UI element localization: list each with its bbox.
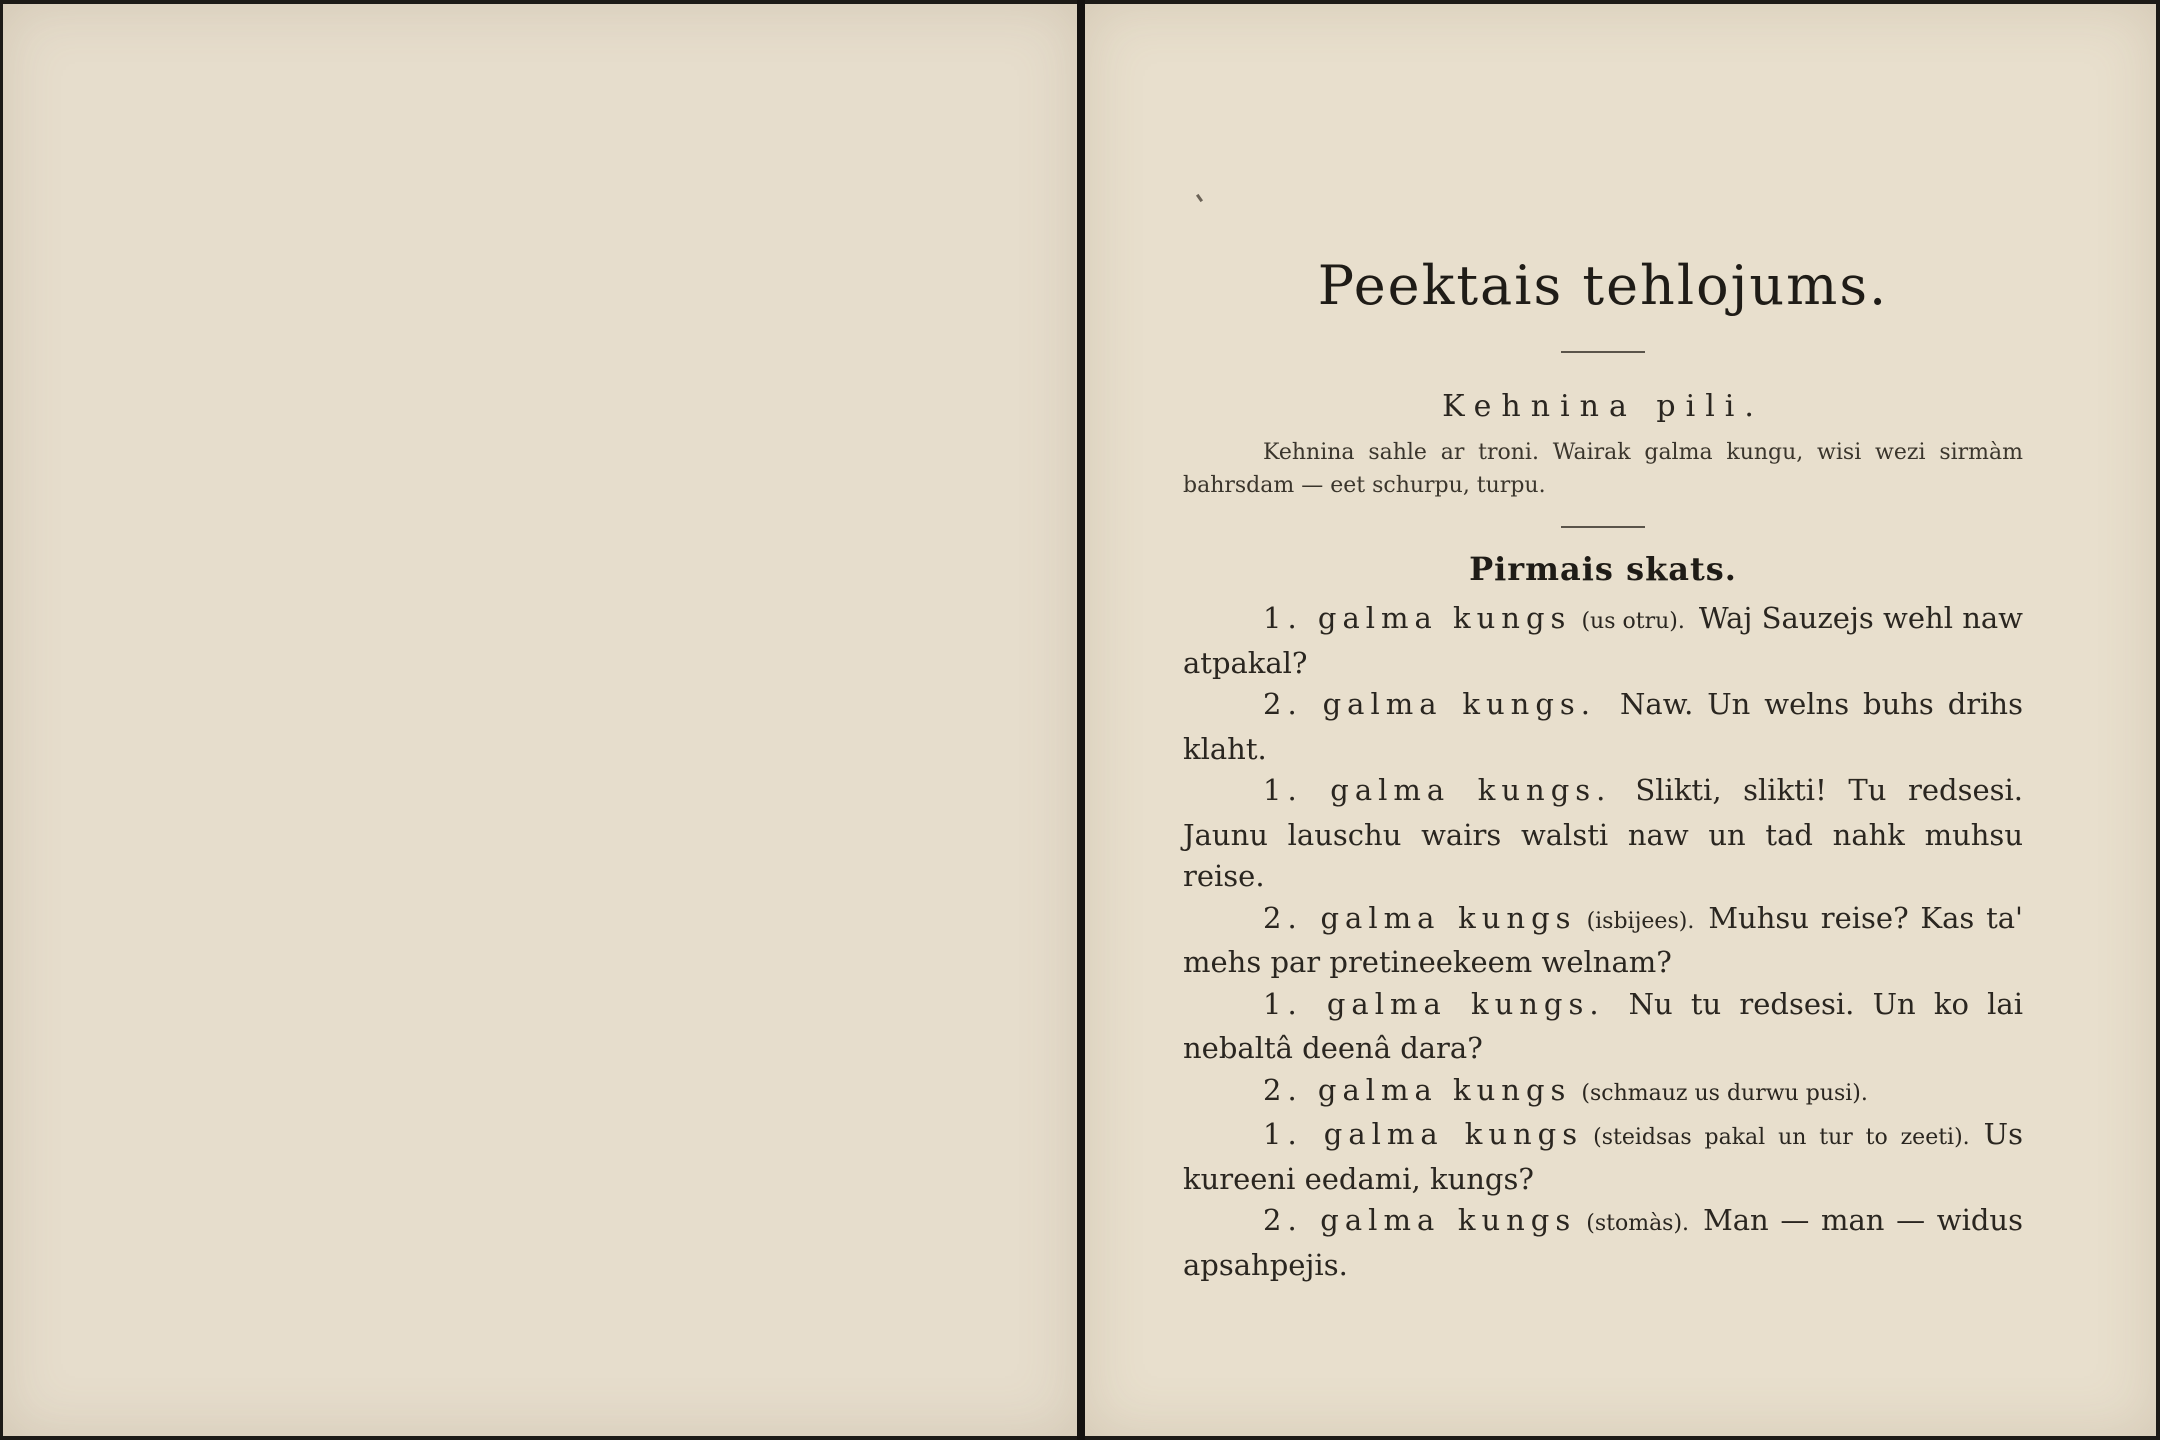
stage-note: (steidsas pakal un tur to zeeti). [1593,1125,1970,1150]
speaker-name: 1. galma kungs. [1263,773,1612,807]
scene-location: Kehnina pili. [1442,389,1764,424]
speaker-name: 2. galma kungs. [1263,687,1597,721]
dialogue-line [1183,770,2023,898]
speaker-name: 2. galma kungs [1263,1072,1572,1107]
stage-note: (us otru). [1581,609,1685,634]
page-title: Peektais tehlojums. [1317,254,1889,317]
title-divider [1561,351,1645,353]
dialogue-line [1183,598,2023,684]
line-text: Muhsu reise? Kas ta' mehs par pretineekeem welnam? [1183,900,2023,979]
dialogue-line [1183,1114,2023,1200]
page-content [1183,254,2023,1286]
dialogue-line [1183,1070,2023,1115]
speaker-name: 1. galma kungs. [1263,986,1605,1021]
line-text: Man — man — widus apsahpejis. [1183,1203,2023,1282]
book-gutter [1077,0,1085,1440]
line-text: Slikti, slikti! Tu redsesi. Jaunu lauschu wairs walsti naw un tad nahk muhsu reise. [1183,773,2023,893]
line-text: Waj Sauzejs wehl naw atpakal? [1183,601,2023,680]
stage-direction: Kehnina sahle ar troni. Wairak galma kungu, wisi wezi sirmàm bahrsdam — eet schurpu, turpu. [1183,440,2023,498]
line-text: Us kureeni eedami, kungs? [1183,1117,2023,1196]
section-divider [1561,526,1645,528]
speaker-name: 1. galma kungs [1263,1117,1584,1151]
stage-note: (schmauz us durwu pusi). [1581,1080,1868,1106]
stage-note: (stomàs). [1586,1211,1690,1236]
speaker-name: 1. galma kungs [1263,601,1572,635]
dialogue-line [1183,898,2023,984]
stage-note: (isbijees). [1586,908,1695,934]
left-page [3,4,1077,1436]
line-text: Nu tu redsesi. Un ko lai nebaltâ deenâ dara? [1183,986,2023,1065]
speaker-name: 2. galma kungs [1263,1203,1577,1237]
dialogue [1183,598,2023,1286]
ink-speck [1196,194,1203,202]
line-text: Naw. Un welns buhs drihs klaht. [1183,687,2023,766]
dialogue-line [1183,984,2023,1070]
scene-title: Pirmais skats. [1469,550,1737,588]
right-page [1085,4,2156,1436]
speaker-name: 2. galma kungs [1263,900,1577,935]
dialogue-line [1183,684,2023,770]
dialogue-line [1183,1200,2023,1286]
